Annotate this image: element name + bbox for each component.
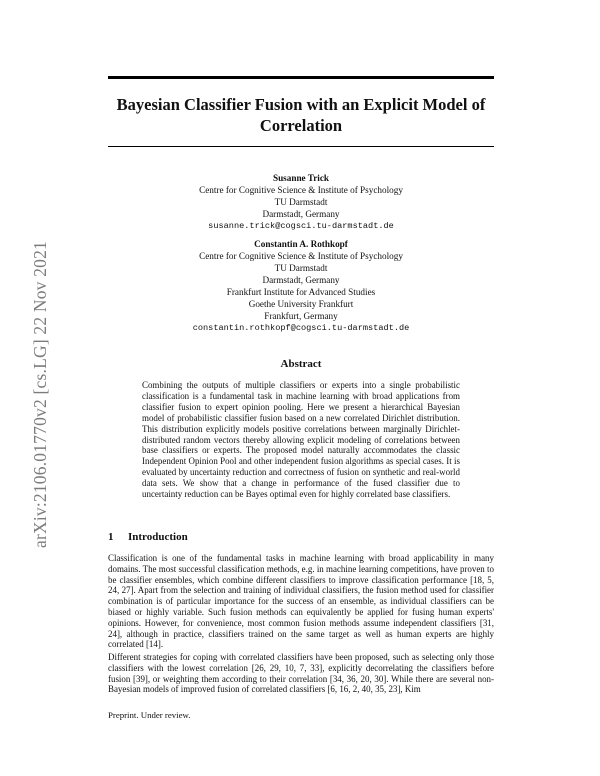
affiliation-line: Frankfurt, Germany [264, 311, 338, 321]
affiliation-line: Goethe University Frankfurt [248, 299, 354, 309]
footer-note: Preprint. Under review. [108, 710, 191, 720]
section-number: 1 [108, 531, 114, 543]
body-paragraph: Different strategies for coping with correlated classifiers have been proposed, such as selecting only those classifiers with the lowest correlation [26, 29, 10, 7, 33], explicitly decorrelating the classifiers before fusion [39], or weighting them according to their correlation [34, 36, 20, 30]. While there are several non-Bayesian models of improved fusion of correlated classifiers [6, 16, 2, 40, 35, 23], Kim [108, 652, 494, 695]
author-name: Susanne Trick [272, 173, 330, 183]
author-email[interactable]: susanne.trick@cogsci.tu-darmstadt.de [208, 221, 394, 231]
abstract-heading: Abstract [280, 358, 322, 370]
paper-title: Bayesian Classifier Fusion with an Explicit Model of Correlation [116, 95, 486, 135]
body-paragraph: Classification is one of the fundamental tasks in machine learning with broad applicability in many domains. The most successful classification methods, e.g. in machine learning competitions, have proven to be classifier ensembles, which combine different classifiers to improve classification performance [18, 5, 24, 27]. Apart from the selection and training of individual classifiers, the fusion method used for classifier combination is of particular importance for the success of an ensemble, as individual classifiers can be biased or highly variable. Such fusion methods can equivalently be applied for fusing human experts' opinions. However, for convenience, most common fusion methods assume independent classifiers [31, 24], although in practice, classifiers trained on the same target as well as human experts are highly correlated [14]. [108, 553, 494, 650]
author-2 [108, 238, 494, 334]
affiliation-line: TU Darmstadt [274, 197, 328, 207]
author-block [108, 172, 494, 334]
affiliation-line: Frankfurt Institute for Advanced Studies [226, 287, 376, 297]
abstract-text: Combining the outputs of multiple classifiers or experts into a single probabilistic classification is a fundamental task in machine learning with broad applications from classifier fusion to expert opinion pooling. Here we present a hierarchical Bayesian model of probabilistic classifier fusion based on a new correlated Dirichlet distribution. This distribution explicitly models positive correlations between marginally Dirichlet-distributed random vectors thereby allowing explicit modeling of correlations between base classifiers or experts. The proposed model naturally accommodates the classic Independent Opinion Pool and other independent fusion algorithms as special cases. It is evaluated by uncertainty reduction and correctness of fusion on synthetic and real-world data sets. We show that a change in performance of the fused classifier due to uncertainty reduction can be Bayes optimal even for highly correlated base classifiers. [142, 380, 460, 500]
title-rule-top [108, 76, 494, 79]
author-email[interactable]: constantin.rothkopf@cogsci.tu-darmstadt.de [192, 323, 410, 333]
section-title: Introduction [128, 531, 188, 543]
title-rule-bottom [108, 146, 494, 147]
section-heading [108, 531, 188, 543]
affiliation-line: Centre for Cognitive Science & Institute of Psychology [199, 185, 403, 195]
affiliation-line: TU Darmstadt [274, 263, 328, 273]
affiliation-line: Darmstadt, Germany [262, 275, 340, 285]
arxiv-identifier[interactable]: arXiv:2106.01770v2 [cs.LG] 22 Nov 2021 [30, 240, 50, 548]
author-1 [108, 172, 494, 232]
affiliation-line: Darmstadt, Germany [262, 209, 340, 219]
affiliation-line: Centre for Cognitive Science & Institute of Psychology [199, 251, 403, 261]
author-name: Constantin A. Rothkopf [254, 239, 348, 249]
